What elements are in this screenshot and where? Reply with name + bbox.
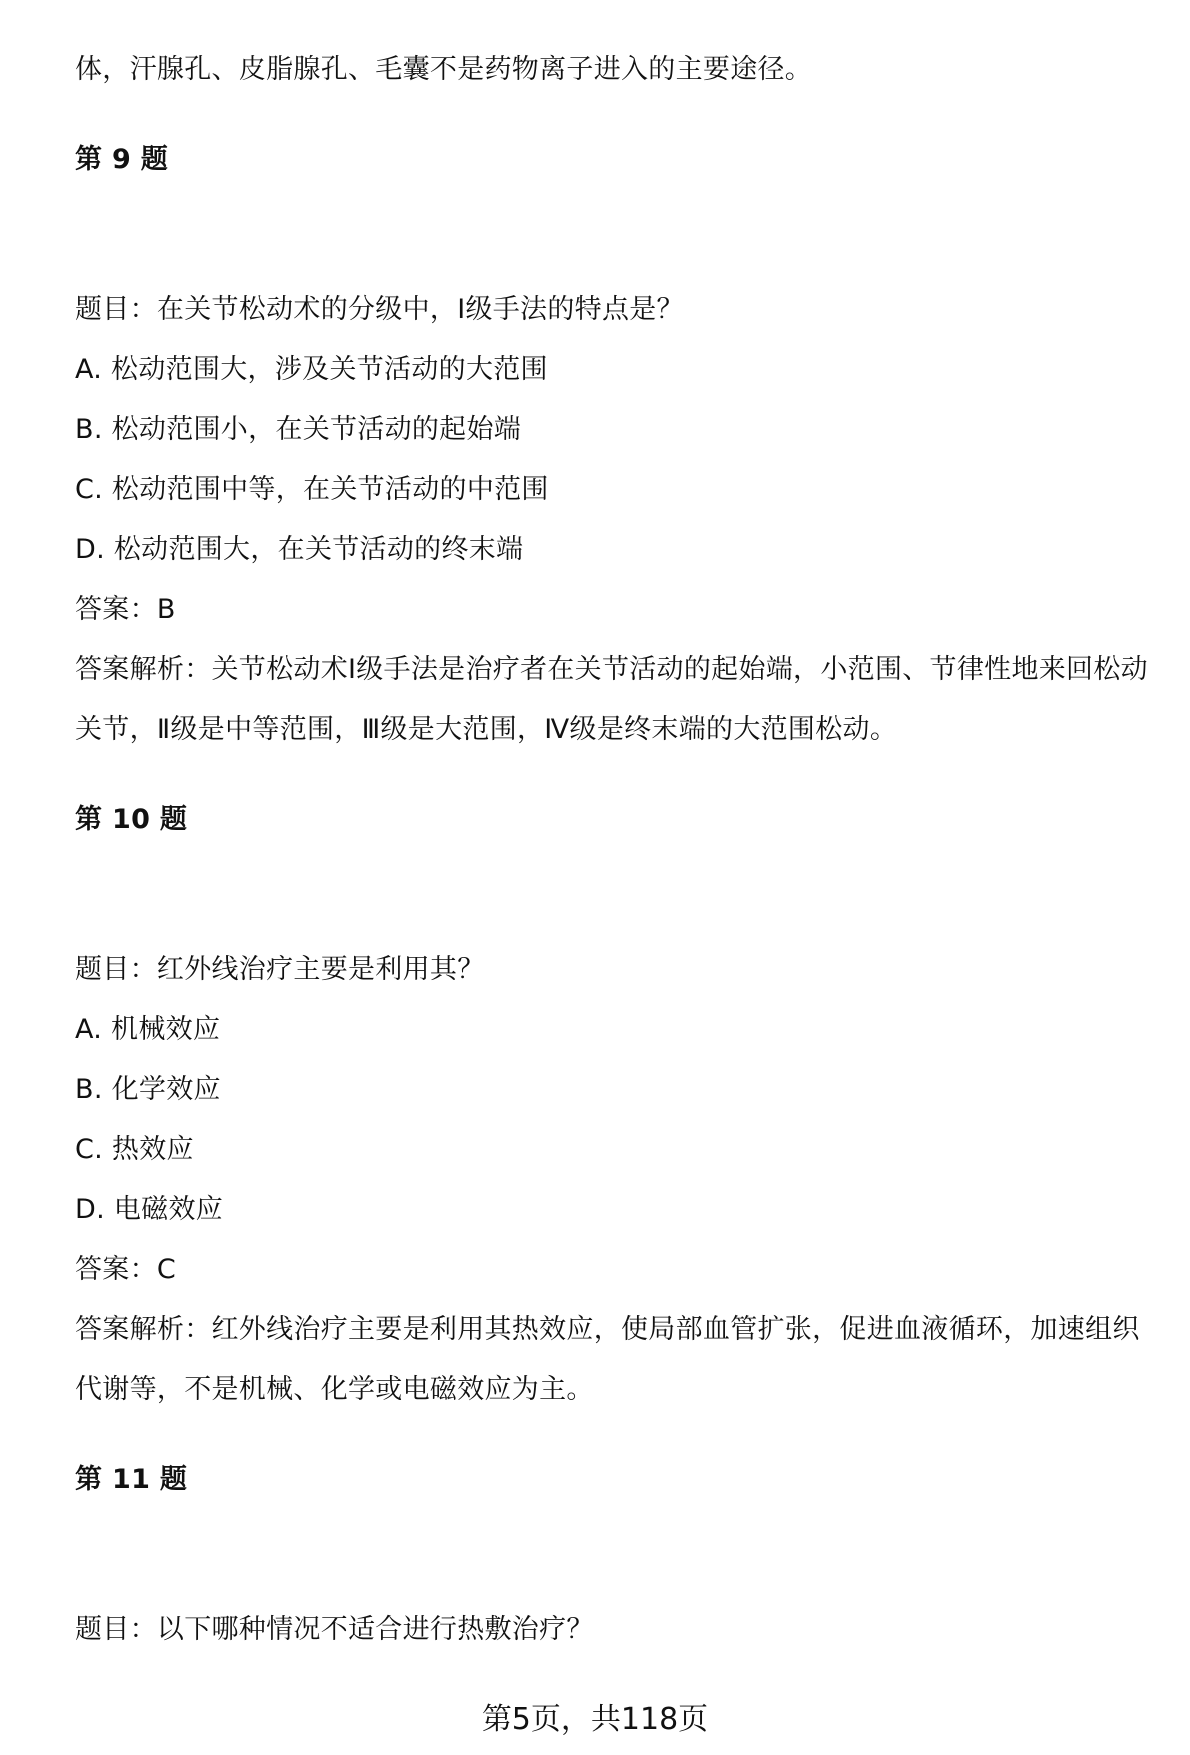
question-11-text: 题目：以下哪种情况不适合进行热敷治疗？ <box>75 1614 594 1645</box>
question-9-option-c: C. 松动范围中等，在关节活动的中范围 <box>75 474 549 505</box>
question-9-text: 题目：在关节松动术的分级中，Ⅰ级手法的特点是？ <box>75 294 684 325</box>
question-10-option-d: D. 电磁效应 <box>75 1194 224 1225</box>
question-10-option-c: C. 热效应 <box>75 1134 194 1165</box>
question-9-option-a: A. 松动范围大，涉及关节活动的大范围 <box>75 354 548 385</box>
question-9-option-b: B. 松动范围小，在关节活动的起始端 <box>75 414 522 445</box>
question-10-heading: 第 10 题 <box>75 804 188 835</box>
question-9-answer: 答案：B <box>75 594 176 625</box>
question-10-option-a: A. 机械效应 <box>75 1014 221 1045</box>
question-10-text: 题目：红外线治疗主要是利用其？ <box>75 954 485 985</box>
page-footer: 第5页，共118页 <box>481 1702 709 1737</box>
question-9-heading: 第 9 题 <box>75 144 169 175</box>
question-9-option-d: D. 松动范围大，在关节活动的终末端 <box>75 534 524 565</box>
question-10-answer: 答案：C <box>75 1254 177 1285</box>
question-10-option-b: B. 化学效应 <box>75 1074 221 1105</box>
question-11-heading: 第 11 题 <box>75 1464 188 1495</box>
question-10-explanation: 答案解析：红外线治疗主要是利用其热效应，使局部血管扩张，促进血液循环，加速组织代谢等，不是机械、化学或电磁效应为主。 <box>75 1314 1140 1405</box>
question-9-explanation: 答案解析：关节松动术Ⅰ级手法是治疗者在关节活动的起始端，小范围、节律性地来回松动关节，Ⅱ级是中等范围，Ⅲ级是大范围，Ⅳ级是终末端的大范围松动。 <box>75 654 1148 745</box>
continuation-text: 体，汗腺孔、皮脂腺孔、毛囊不是药物离子进入的主要途径。 <box>75 54 813 85</box>
